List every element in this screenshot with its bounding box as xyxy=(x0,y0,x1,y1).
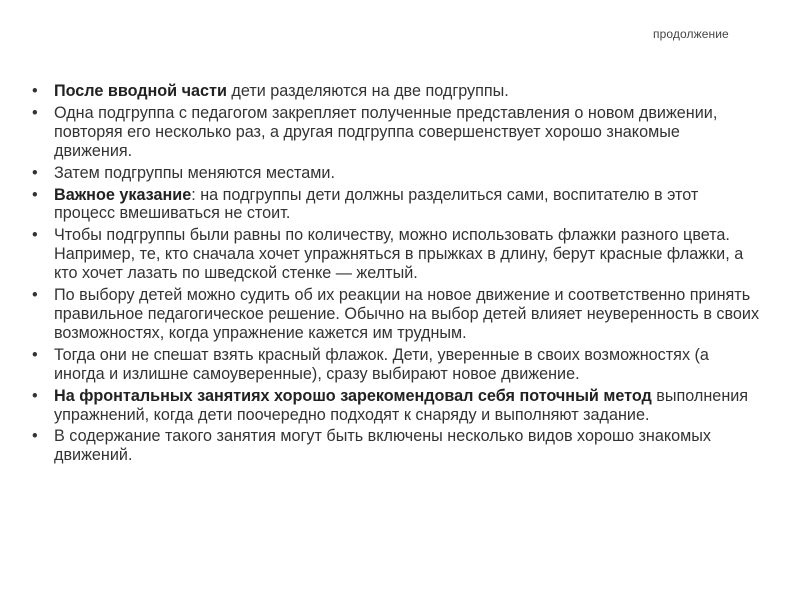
bullet-bold-text: На фронтальных занятиях хорошо зарекомендовал себя поточный метод xyxy=(54,386,652,405)
continuation-label: продолжение xyxy=(653,27,729,41)
bullet-item xyxy=(32,104,762,161)
bullet-dot-icon: • xyxy=(32,163,38,182)
bullet-list xyxy=(32,82,762,468)
bullet-text: По выбору детей можно судить об их реакции на новое движение и соответственно принять правильное педагогическое решение. Обычно на выбор детей влияет неуверенность в своих возможностях, когда упражнение кажется им трудным. xyxy=(54,286,760,342)
bullet-dot-icon: • xyxy=(32,345,38,364)
bullet-text: : на подгруппы дети должны разделиться сами, воспитателю в этот процесс вмешиваться не стоит. xyxy=(54,185,699,223)
bullet-text: В содержание такого занятия могут быть включены несколько видов хорошо знакомых движений. xyxy=(54,427,711,465)
bullet-text: выполнения упражнений, когда дети поочередно подходят к снаряду и выполняют задание. xyxy=(54,386,749,424)
bullet-text: Затем подгруппы меняются местами. xyxy=(54,163,335,182)
bullet-item xyxy=(32,82,762,101)
bullet-text: дети разделяются на две подгруппы. xyxy=(226,82,509,100)
bullet-item xyxy=(32,186,762,224)
bullet-item xyxy=(32,164,762,183)
bullet-dot-icon: • xyxy=(32,82,38,100)
bullet-text: Чтобы подгруппы были равны по количеству, можно использовать флажки разного цвета. Например, те, кто сначала хочет упражняться в прыжках в длину, берут красные флажки, а кто хочет лазать по шведской стенке — желтый. xyxy=(54,226,744,283)
bullet-item xyxy=(32,387,762,425)
bullet-dot-icon: • xyxy=(32,226,38,245)
bullet-item xyxy=(32,346,762,384)
bullet-bold-text: Важное указание xyxy=(54,185,192,204)
bullet-dot-icon: • xyxy=(32,386,38,405)
bullet-dot-icon: • xyxy=(32,103,38,122)
bullet-dot-icon: • xyxy=(32,427,38,446)
bullet-dot-icon: • xyxy=(32,286,38,305)
bullet-item xyxy=(32,286,762,343)
bullet-item xyxy=(32,427,762,465)
bullet-bold-text: После вводной части xyxy=(54,82,227,100)
bullet-text: Одна подгруппа с педагогом закрепляет полученные представления о новом движении, повторяя его несколько раз, а другая подгруппа совершенствует хорошо знакомые движения. xyxy=(54,103,718,160)
bullet-dot-icon: • xyxy=(32,185,38,204)
bullet-text: Тогда они не спешат взять красный флажок. Дети, уверенные в своих возможностях (а иногда и излишне самоуверенные), сразу выбирают новое движение. xyxy=(54,345,709,383)
bullet-item xyxy=(32,226,762,283)
